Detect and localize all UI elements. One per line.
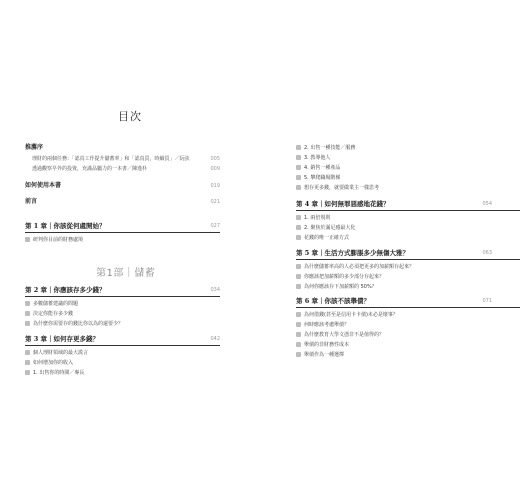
chapter-1-title: 第 1 章｜你該從何處開始？ 027 <box>25 222 220 230</box>
toc-item: 花錢的唯一正確方式 <box>296 233 492 243</box>
toc-item: 為什麼你需要存的錢比你以為的還要少？ <box>25 319 220 329</box>
chapter-rule <box>25 232 220 233</box>
page-number: 054 <box>482 201 492 207</box>
page-number: 019 <box>210 183 220 189</box>
chapter-rule <box>296 259 520 260</box>
page-number: 027 <box>210 223 220 229</box>
toc-item: 為什麼教育大學文憑非不是值得的？ <box>296 330 492 340</box>
foreword-line: 透過觀察早外的投資，充滿品屬力的一本書／陳逸朴 009 <box>32 166 220 172</box>
chapter-rule <box>296 307 520 308</box>
chapter-5-title: 第 5 章｜生活方式膨脹多少無傷大雅？ 063 <box>296 249 492 257</box>
right-page <box>260 0 520 500</box>
toc-item: 舉債的非財務性成本 <box>296 340 492 350</box>
chapter-3-title: 第 3 章｜如何存更多錢？ 042 <box>25 335 220 343</box>
toc-item: 1. 兩倍規則 <box>296 213 492 223</box>
toc-item: 2. 出售一種技能／服務 <box>296 143 492 153</box>
howto-heading: 如何使用本書 019 <box>25 182 220 189</box>
toc-item: 3. 教導他人 <box>296 153 492 163</box>
toc-title: 目次 <box>118 110 142 123</box>
toc-item: 為什麼儲蓄率高的人必須把更多的加薪額存起來？ <box>296 262 492 272</box>
page-number: 034 <box>210 287 220 293</box>
toc-item: 舉債作為一種選擇 <box>296 350 492 360</box>
page-number: 071 <box>482 298 492 304</box>
toc-item: 個人理財領域的最大謊言 <box>25 348 220 358</box>
chapter-rule <box>296 210 520 211</box>
chapter-6-title: 第 6 章｜你該不該舉債？ 071 <box>296 297 492 305</box>
foreword-line: 理財的兩個任務：「認真工作提升儲蓄率」和「認真買，時續買」／阮弦 005 <box>32 156 220 162</box>
toc-item: 想存更多錢，就要做業主一樣思考 <box>296 183 492 193</box>
page-number: 021 <box>210 199 220 205</box>
toc-item: 2. 聚焦於滿足感最大化 <box>296 223 492 233</box>
toc-item: 5. 攀爬職場階梯 <box>296 173 492 183</box>
chapter-4-title: 第 4 章｜如何無罪惡感地花錢？ 054 <box>296 200 492 208</box>
toc-item: 如何增加你的收入 <box>25 358 220 368</box>
toc-item: 4. 銷售一種產品 <box>296 163 492 173</box>
part-1-title: 第1部｜儲蓄 <box>96 268 156 279</box>
page-number: 042 <box>210 336 220 342</box>
toc-item: 1. 出售你的時間／專長 <box>25 368 220 378</box>
toc-item: 多數儲蓄建議的問題 <box>25 299 220 309</box>
page-number: 005 <box>210 156 220 162</box>
toc-item: 何時應該考慮舉債？ <box>296 320 492 330</box>
page-number: 009 <box>210 166 220 172</box>
toc-item: 你應該把加薪額的多少部分存起來？ <box>296 272 492 282</box>
foreword-heading: 推薦序 <box>25 144 44 151</box>
chapter-rule <box>25 345 220 346</box>
preface-heading: 前言 021 <box>25 198 220 205</box>
page-number: 063 <box>482 250 492 256</box>
toc-item: 為何你應該存下加薪額的 50%？ <box>296 282 492 292</box>
toc-item: 決定你能存多少錢 <box>25 309 220 319</box>
chapter-rule <box>25 296 220 297</box>
chapter-2-title: 第 2 章｜你應該存多少錢？ 034 <box>25 286 220 294</box>
toc-item: 研判你目前的財務處境 <box>25 235 220 245</box>
toc-item: 為何借錢(甚至是信用卡卡債)未必是壞事？ <box>296 310 492 320</box>
